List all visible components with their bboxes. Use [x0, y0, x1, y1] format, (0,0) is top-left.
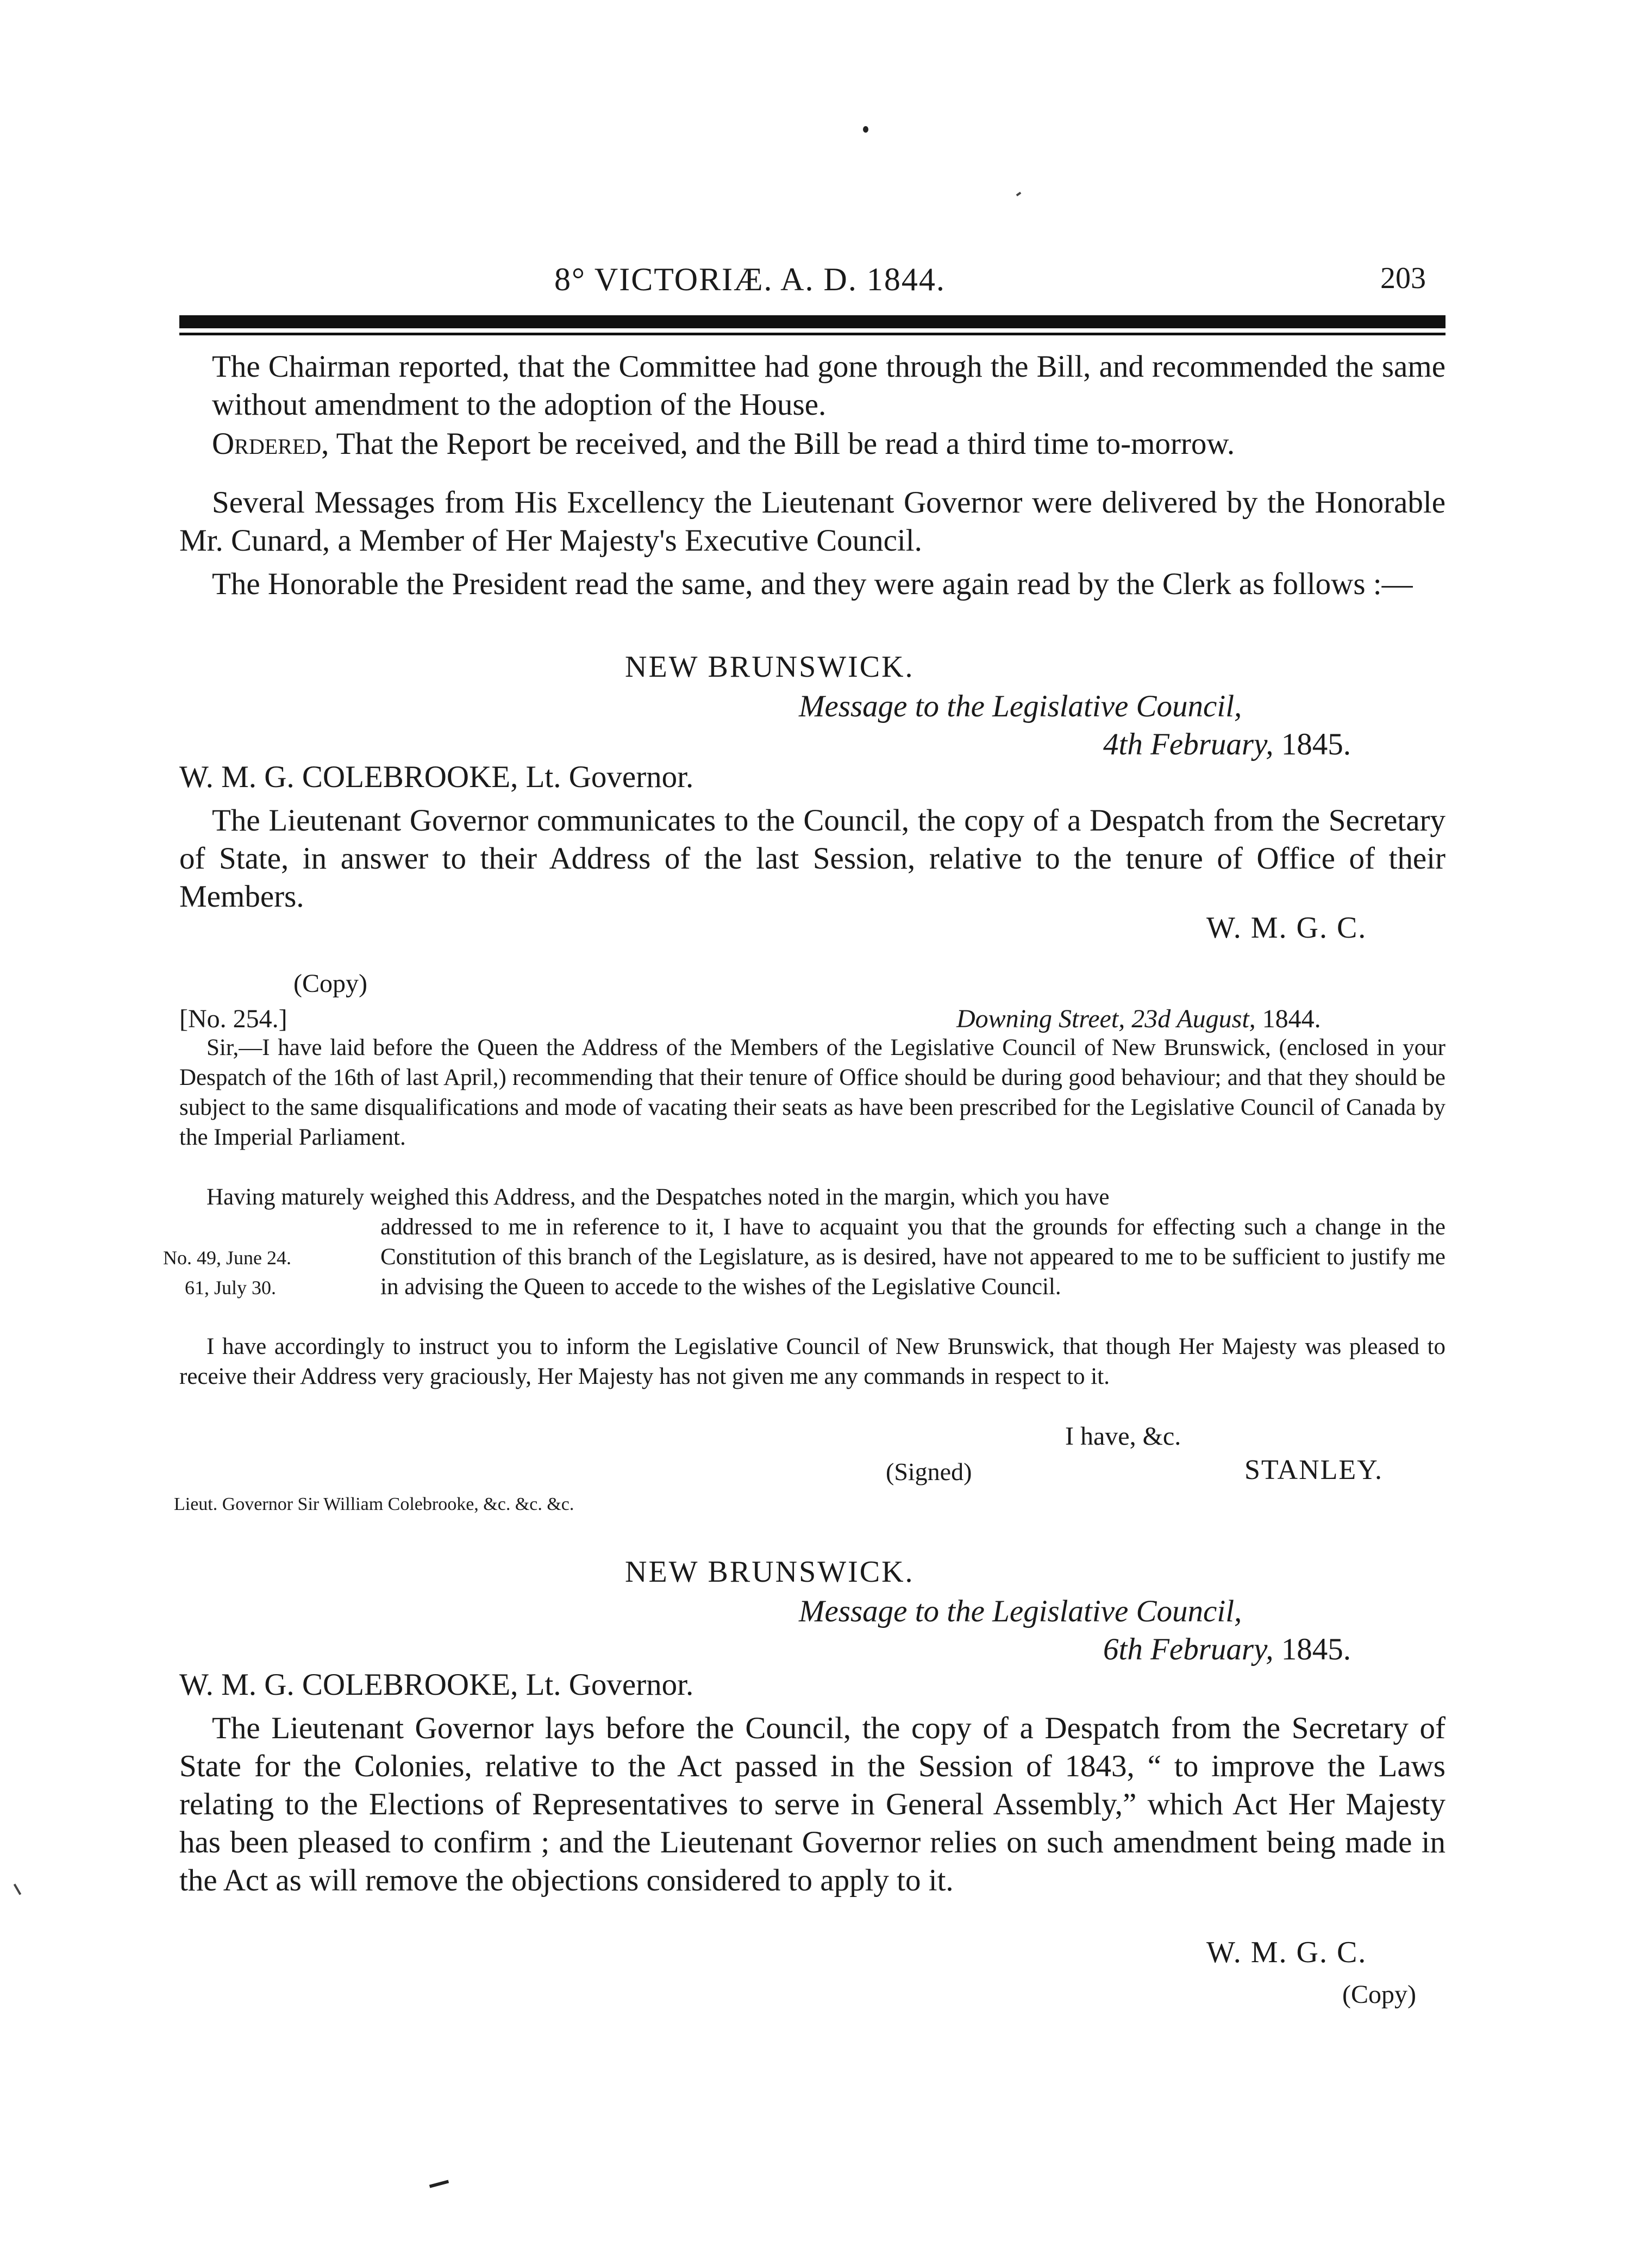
message-2-date-year: 1845.: [1273, 1632, 1351, 1666]
despatch-number: [No. 254.]: [179, 1004, 287, 1033]
message-1-body-text: The Lieutenant Governor communicates to the Council, the copy of a Despatch from the Secretary of State, in answer to their Address of the last Session, relative to the tenure of Office of their Members.: [179, 803, 1446, 914]
message-2-date: [1103, 1631, 1351, 1669]
despatch-paragraph-3-text: I have accordingly to instruct you to inform the Legislative Council of New Brunswick, that though Her Majesty was pleased to receive their Address very graciously, Her Majesty has not given me any commands in respect to it.: [179, 1334, 1446, 1389]
header-rule-thick: [179, 315, 1446, 328]
scan-speck: [429, 2180, 449, 2188]
message-1-heading: NEW BRUNSWICK.: [625, 650, 915, 684]
intro-paragraph-3: [179, 484, 1446, 560]
message-2-sender: W. M. G. COLEBROOKE, Lt. Governor.: [179, 1668, 694, 1702]
intro-paragraph-2-text: That the Report be received, and the Bill be read a third time to-morrow.: [329, 427, 1235, 461]
despatch-addressee: Lieut. Governor Sir William Colebrooke, &c. &c. &c.: [174, 1494, 574, 1514]
ordered-label: Ordered,: [212, 427, 329, 461]
message-2-body: [179, 1709, 1446, 1900]
margin-note-2: 61, July 30.: [185, 1277, 277, 1299]
message-2-subtitle: Message to the Legislative Council,: [799, 1594, 1242, 1628]
scan-speck: [863, 126, 868, 133]
header-rule-thin: [179, 333, 1446, 335]
despatch-place-date-text: Downing Street, 23d August,: [956, 1004, 1256, 1033]
intro-paragraph-3-text: Several Messages from His Excellency the Lieutenant Governor were delivered by the Honorable Mr. Cunard, a Member of Her Majesty's Executive Council.: [179, 485, 1446, 558]
despatch-copy-label: (Copy): [293, 969, 367, 998]
message-1-subtitle: Message to the Legislative Council,: [799, 689, 1242, 723]
page-number: 203: [1380, 261, 1426, 295]
scan-speck: [1016, 192, 1022, 196]
intro-paragraph-4: [179, 565, 1446, 603]
intro-paragraph-2: [212, 425, 1446, 463]
message-1-date-year: 1845.: [1273, 727, 1351, 762]
intro-paragraph-1: [212, 348, 1446, 424]
margin-note-1: No. 49, June 24.: [163, 1247, 291, 1269]
despatch-signed: (Signed): [886, 1458, 972, 1485]
despatch-paragraph-1-text: Sir,—I have laid before the Queen the Address of the Members of the Legislative Council of New Brunswick, (enclosed in your Despatch of the 16th of last April,) recommending that their tenure of Office should be during good behaviour; and that they should be subject to the same disqualifications and mode of vacating their seats as have been prescribed for the Legislative Council of Canada by the Imperial Parliament.: [179, 1035, 1446, 1150]
message-2-heading: NEW BRUNSWICK.: [625, 1555, 915, 1589]
message-2-date-day: 6th February,: [1103, 1632, 1274, 1666]
running-header: 8° VICTORIÆ. A. D. 1844.: [554, 261, 946, 297]
message-1-initials: W. M. G. C.: [1206, 911, 1367, 945]
despatch-paragraph-3: [179, 1332, 1446, 1391]
message-2-initials: W. M. G. C.: [1206, 1936, 1367, 1969]
message-1-date: [1103, 726, 1351, 764]
scan-speck: [14, 1883, 21, 1895]
despatch-paragraph-2-rest: [380, 1212, 1446, 1302]
message-1-sender: W. M. G. COLEBROOKE, Lt. Governor.: [179, 760, 694, 794]
despatch-year: 1844.: [1255, 1004, 1321, 1033]
message-1-body: [179, 802, 1446, 916]
despatch-paragraph-2-rest-text: addressed to me in reference to it, I have to acquaint you that the grounds for effecting such a change in the Constitution of this branch of the Legislature, as is desired, have not appeared to me to be sufficient to justify me in advising the Queen to accede to the wishes of the Legislative Council.: [380, 1214, 1446, 1300]
despatch-signatory: STANLEY.: [1244, 1455, 1384, 1485]
intro-paragraph-4-text: The Honorable the President read the same, and they were again read by the Clerk as follows :—: [212, 567, 1413, 601]
despatch-paragraph-2-line-1: Having maturely weighed this Address, and the Despatches noted in the margin, which you have: [206, 1184, 1110, 1210]
despatch-paragraph-1: [179, 1033, 1446, 1152]
message-2-body-text: The Lieutenant Governor lays before the Council, the copy of a Despatch from the Secretary of State for the Colonies, relative to the Act passed in the Session of 1843, “ to improve the Laws relating to the Elections of Representatives to serve in General Assembly,” which Act Her Majesty has been pleased to confirm ; and the Lieutenant Governor relies on such amendment being made in the Act as will remove the objections considered to apply to it.: [179, 1711, 1446, 1898]
intro-paragraph-1-text: The Chairman reported, that the Committee had gone through the Bill, and recommended the same without amendment to the adoption of the House.: [212, 349, 1446, 422]
message-1-date-day: 4th February,: [1103, 727, 1274, 762]
message-2-copy-label: (Copy): [1342, 1980, 1416, 2009]
despatch-closing: I have, &c.: [1065, 1422, 1181, 1451]
